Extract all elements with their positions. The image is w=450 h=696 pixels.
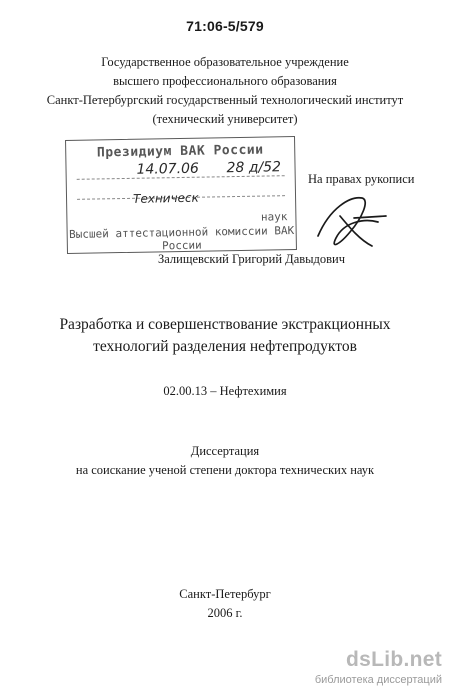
stamp-header: Президиум ВАК России [96, 142, 264, 161]
document-code: 71:06-5/579 [186, 18, 264, 34]
specialty: 02.00.13 – Нефтехимия [163, 384, 287, 398]
dissertation-title-line-1: Разработка и совершенствование экстракционных [59, 316, 391, 333]
institution-line-3: Санкт-Петербургский государственный технологический институт [46, 93, 404, 107]
dissertation-label: Диссертация [190, 444, 260, 458]
stamp-date: 14.07.06 [136, 160, 200, 178]
stamp-line-text: наук [260, 210, 288, 224]
city: Санкт-Петербург [179, 587, 271, 601]
stamp-footer: Высшей аттестационной комиссии ВАК России [68, 224, 295, 253]
year: 2006 г. [207, 606, 243, 620]
institution-line-4: (технический университет) [152, 112, 298, 126]
author-name: Залищевский Григорий Давыдович [158, 252, 346, 266]
vak-stamp [65, 136, 297, 254]
dslib-watermark [314, 648, 448, 694]
signature-image [310, 188, 390, 260]
dissertation-title-line-2: технологий разделения нефтепродуктов [93, 338, 357, 355]
institution-line-2: высшего профессионального образования [113, 74, 337, 88]
manuscript-note: На правах рукописи [308, 172, 415, 186]
stamp-number: 28 д/52 [226, 159, 282, 177]
degree-line: на соискание ученой степени доктора технических наук [75, 463, 375, 477]
institution-line-1: Государственное образовательное учреждение [101, 55, 349, 69]
watermark-tagline: библиотека диссертаций [314, 674, 442, 686]
watermark-brand: dsLib.net [345, 648, 442, 671]
stamp-name: Техническ [132, 190, 199, 206]
